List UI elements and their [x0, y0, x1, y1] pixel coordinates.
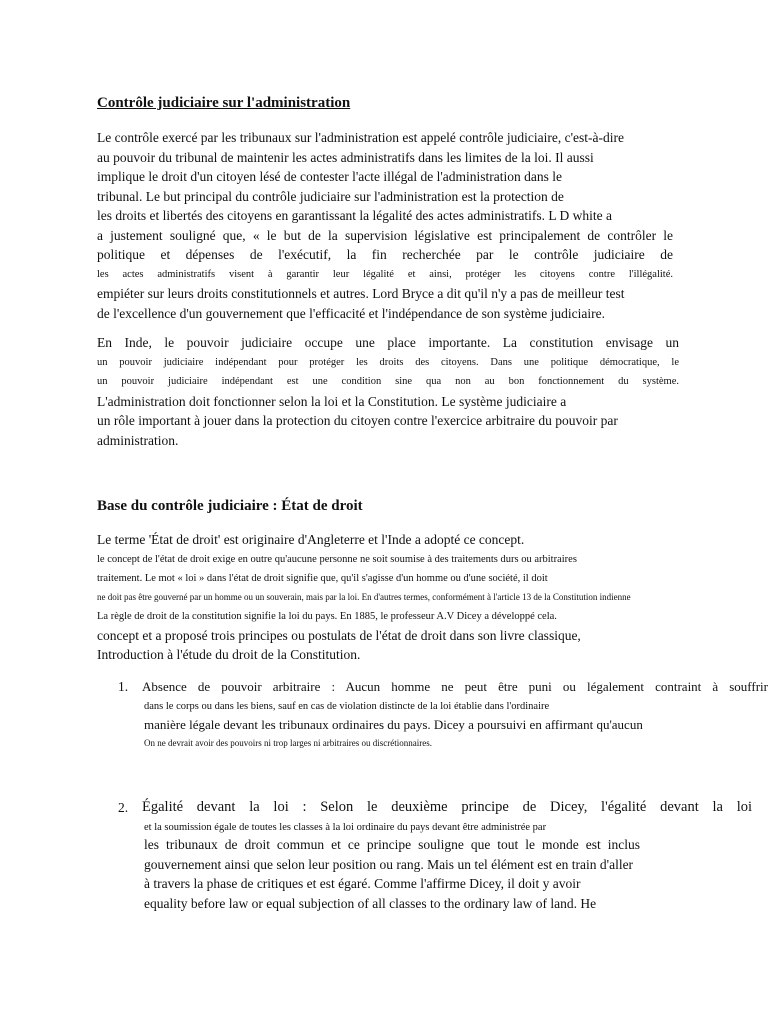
text-line: politique et dépenses de l'exécutif, la fin recherchée par le contrôle judiciaire de — [97, 247, 673, 262]
section-title-judicial-control: Contrôle judiciaire sur l'administration — [97, 95, 351, 111]
text-line: un rôle important à jouer dans la protection du citoyen contre l'exercice arbitraire du pouvoir par — [97, 413, 618, 428]
list-item-text — [142, 798, 752, 913]
text-line: L'administration doit fonctionner selon la loi et la Constitution. Le système judiciaire a — [97, 393, 567, 409]
text-line: Absence de pouvoir arbitraire : Aucun homme ne peut être puni ou légalement contraint à souffrir — [142, 679, 768, 694]
text-line: equality before law or equal subjection of all classes to the ordinary law of land. He — [144, 895, 597, 911]
text-line: Le terme 'État de droit' est originaire d'Angleterre et l'Inde a adopté ce concept. — [97, 532, 525, 547]
text-line: les tribunaux de droit commun et ce principe souligne que tout le monde est inclus — [144, 837, 640, 852]
text-line: administration. — [97, 432, 179, 448]
list-item — [118, 798, 752, 922]
list-number: 1. — [118, 679, 129, 694]
paragraph-rule-of-law — [97, 530, 737, 665]
text-line: La règle de droit de la constitution signifie la loi du pays. En 1885, le professeur A.V Dicey a développé cela. — [97, 610, 557, 622]
text-line: au pouvoir du tribunal de maintenir les actes administratifs dans les limites de la loi. Il aussi — [97, 149, 594, 165]
text-line: à travers la phase de critiques et est égaré. Comme l'affirme Dicey, il doit y avoir — [144, 876, 581, 891]
text-line: de l'excellence d'un gouvernement que l'efficacité et l'indépendance de son système judiciaire. — [97, 305, 606, 321]
section-title-rule-of-law: Base du contrôle judiciaire : État de droit — [97, 498, 363, 514]
text-line: Introduction à l'étude du droit de la Constitution. — [97, 647, 361, 662]
text-line: dans le corps ou dans les biens, sauf en cas de violation distincte de la loi établie dans l'ordinaire — [144, 700, 550, 712]
text-line: En Inde, le pouvoir judiciaire occupe une place importante. La constitution envisage un — [97, 335, 679, 350]
list-item — [118, 677, 768, 757]
text-line: On ne devrait avoir des pouvoirs ni trop larges ni arbitraires ou discrétionnaires. — [144, 738, 433, 748]
text-line: et la soumission égale de toutes les classes à la loi ordinaire du pays devant être administrée par — [144, 821, 547, 833]
text-line: gouvernement ainsi que selon leur position ou rang. Mais un tel élément est en train d'aller — [144, 856, 634, 872]
text-line: un pouvoir judiciaire indépendant pour protéger les droits des citoyens. Dans une politique démocratique, le — [97, 356, 679, 368]
text-line: empiéter sur leurs droits constitutionnels et autres. Lord Bryce a dit qu'il n'y a pas de meilleur test — [97, 286, 625, 301]
text-line: a justement souligné que, « le but de la supervision législative est principalement de contrôler le — [97, 227, 673, 243]
text-line: Le contrôle exercé par les tribunaux sur l'administration est appelé contrôle judiciaire, c'est-à-dire — [97, 130, 625, 145]
list-number: 2. — [118, 800, 129, 815]
text-line: tribunal. Le but principal du contrôle judiciaire sur l'administration est la protection de — [97, 188, 564, 204]
paragraph-judicial-control-intro — [97, 128, 673, 323]
text-line: les actes administratifs visent à garantir leur légalité et ainsi, protéger les citoyens contre l'illégalité. — [97, 268, 673, 280]
list-item-text — [142, 677, 768, 752]
paragraph-judiciary-india — [97, 333, 679, 450]
text-line: implique le droit d'un citoyen lésé de contester l'acte illégal de l'administration dans le — [97, 169, 563, 184]
text-line: traitement. Le mot « loi » dans l'état de droit signifie que, qu'il s'agisse d'un homme ou d'une société, il doit — [97, 572, 548, 584]
text-line: manière légale devant les tribunaux ordinaires du pays. Dicey a poursuivi en affirmant qu'aucun — [144, 716, 643, 732]
text-line: ne doit pas être gouverné par un homme ou un souverain, mais par la loi. En d'autres termes, conformément à l'article 13 de la Constitution indienne — [97, 591, 631, 602]
text-line: le concept de l'état de droit exige en outre qu'aucune personne ne soit soumise à des traitements durs ou arbitraires — [97, 553, 577, 565]
text-line: les droits et libertés des citoyens en garantissant la légalité des actes administratifs. L D white a — [97, 208, 612, 223]
text-line: Égalité devant la loi : Selon le deuxième principe de Dicey, l'égalité devant la loi — [142, 799, 752, 815]
text-line: un pouvoir judiciaire indépendant est une condition sine qua non au bon fonctionnement du système. — [97, 376, 679, 387]
text-line: concept et a proposé trois principes ou postulats de l'état de droit dans son livre classique, — [97, 627, 581, 643]
